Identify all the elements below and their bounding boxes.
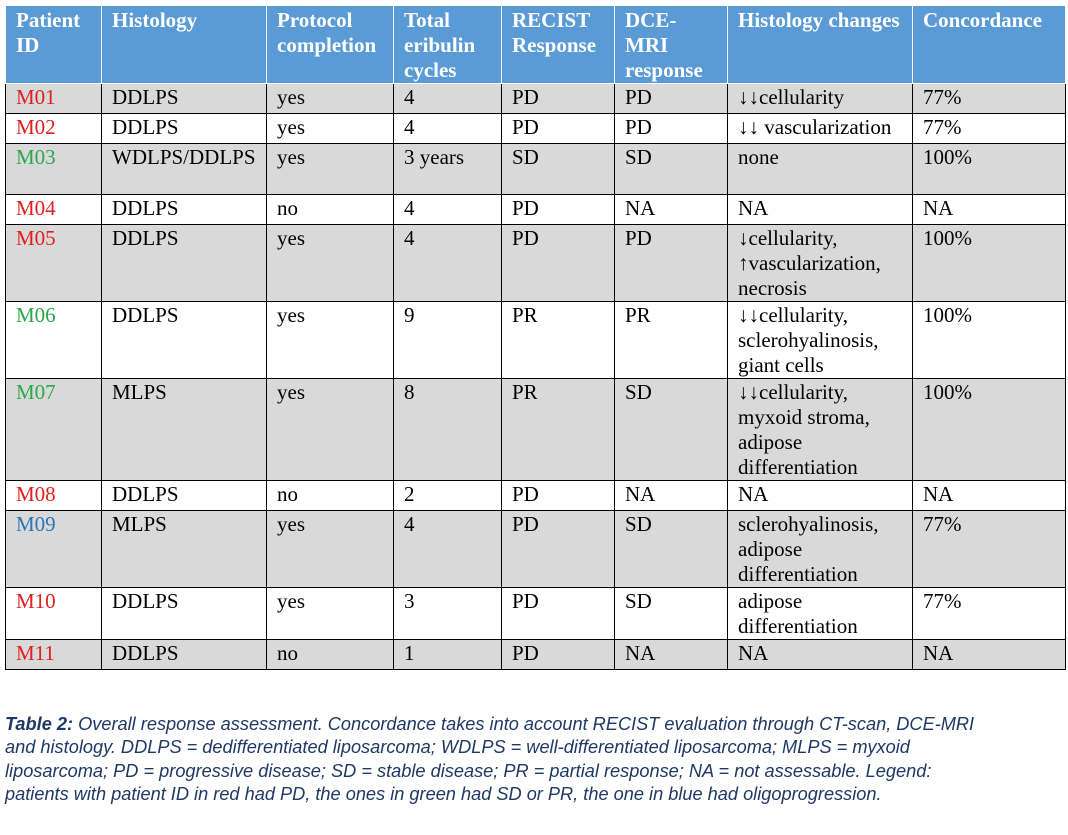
cell-cycles: 1 <box>394 640 502 670</box>
table-row <box>6 195 1066 225</box>
cell-recist: PR <box>502 302 615 379</box>
cell-id: M04 <box>6 195 102 225</box>
cell-id: M08 <box>6 481 102 511</box>
caption-text: Overall response assessment. Concordance takes into account RECIST evaluation through CT-scan, DCE-MRI and histology. DDLPS = dedifferentiated liposarcoma; WDLPS = well-differentiated liposarcoma; MLPS = myxoid liposarcoma; PD = progressive disease; SD = stable disease; PR = partial response; NA = not assessable. Legend: patients with patient ID in red had PD, the ones in green had SD or PR, the one in blue had oligoprogression. <box>5 714 975 804</box>
cell-recist: PD <box>502 225 615 302</box>
cell-cycles: 8 <box>394 379 502 481</box>
cell-concordance: 100% <box>913 144 1066 195</box>
cell-concordance: 100% <box>913 225 1066 302</box>
table-row <box>6 588 1066 640</box>
cell-changes: sclerohyalinosis, adipose differentiation <box>728 511 913 588</box>
cell-changes: adipose differentiation <box>728 588 913 640</box>
cell-histology: DDLPS <box>102 588 267 640</box>
cell-id: M01 <box>6 84 102 114</box>
cell-changes: ↓↓cellularity, sclerohyalinosis, giant cells <box>728 302 913 379</box>
cell-recist: PD <box>502 114 615 144</box>
cell-dce: SD <box>615 588 728 640</box>
cell-dce: NA <box>615 481 728 511</box>
cell-dce: NA <box>615 195 728 225</box>
cell-dce: SD <box>615 379 728 481</box>
cell-changes: ↓↓cellularity, myxoid stroma, adipose differentiation <box>728 379 913 481</box>
cell-concordance: NA <box>913 195 1066 225</box>
cell-recist: PD <box>502 588 615 640</box>
header-histology-changes: Histology changes <box>728 6 913 84</box>
cell-cycles: 3 years <box>394 144 502 195</box>
cell-concordance: 77% <box>913 511 1066 588</box>
cell-id: M05 <box>6 225 102 302</box>
cell-completion: yes <box>267 144 394 195</box>
table-row <box>6 225 1066 302</box>
header-concordance: Concordance <box>913 6 1066 84</box>
table-row <box>6 481 1066 511</box>
table-row <box>6 302 1066 379</box>
cell-concordance: NA <box>913 640 1066 670</box>
cell-concordance: 100% <box>913 379 1066 481</box>
cell-dce: NA <box>615 640 728 670</box>
cell-changes: NA <box>728 195 913 225</box>
cell-cycles: 4 <box>394 225 502 302</box>
cell-dce: PR <box>615 302 728 379</box>
cell-histology: DDLPS <box>102 302 267 379</box>
cell-cycles: 4 <box>394 511 502 588</box>
caption-label: Table 2: <box>5 714 74 734</box>
table-row <box>6 114 1066 144</box>
response-table <box>5 5 1066 670</box>
cell-recist: PD <box>502 195 615 225</box>
cell-id: M09 <box>6 511 102 588</box>
cell-id: M10 <box>6 588 102 640</box>
cell-recist: PD <box>502 84 615 114</box>
table-row <box>6 379 1066 481</box>
cell-changes: ↓cellularity, ↑vascularization, necrosis <box>728 225 913 302</box>
cell-cycles: 2 <box>394 481 502 511</box>
cell-completion: yes <box>267 225 394 302</box>
cell-dce: PD <box>615 114 728 144</box>
cell-id: M06 <box>6 302 102 379</box>
cell-concordance: NA <box>913 481 1066 511</box>
cell-changes: none <box>728 144 913 195</box>
cell-completion: no <box>267 195 394 225</box>
cell-dce: PD <box>615 225 728 302</box>
cell-histology: DDLPS <box>102 195 267 225</box>
cell-completion: yes <box>267 588 394 640</box>
cell-recist: PR <box>502 379 615 481</box>
cell-cycles: 4 <box>394 195 502 225</box>
cell-concordance: 77% <box>913 114 1066 144</box>
cell-histology: WDLPS/DDLPS <box>102 144 267 195</box>
cell-id: M02 <box>6 114 102 144</box>
cell-cycles: 4 <box>394 84 502 114</box>
cell-dce: PD <box>615 84 728 114</box>
cell-cycles: 9 <box>394 302 502 379</box>
cell-completion: yes <box>267 511 394 588</box>
cell-histology: DDLPS <box>102 114 267 144</box>
cell-completion: no <box>267 640 394 670</box>
cell-concordance: 77% <box>913 588 1066 640</box>
header-histology: Histology <box>102 6 267 84</box>
cell-cycles: 4 <box>394 114 502 144</box>
table-row <box>6 144 1066 195</box>
cell-changes: NA <box>728 481 913 511</box>
cell-histology: DDLPS <box>102 225 267 302</box>
cell-recist: PD <box>502 640 615 670</box>
cell-completion: yes <box>267 84 394 114</box>
cell-dce: SD <box>615 511 728 588</box>
table-caption <box>5 713 985 806</box>
cell-dce: SD <box>615 144 728 195</box>
cell-completion: yes <box>267 302 394 379</box>
cell-cycles: 3 <box>394 588 502 640</box>
header-patient-id: Patient ID <box>6 6 102 84</box>
cell-histology: MLPS <box>102 379 267 481</box>
cell-id: M07 <box>6 379 102 481</box>
header-total-cycles: Total eribulin cycles <box>394 6 502 84</box>
header-protocol-completion: Protocol completion <box>267 6 394 84</box>
header-row <box>6 6 1066 84</box>
cell-completion: yes <box>267 114 394 144</box>
cell-histology: DDLPS <box>102 640 267 670</box>
cell-id: M11 <box>6 640 102 670</box>
cell-changes: ↓↓cellularity <box>728 84 913 114</box>
cell-histology: MLPS <box>102 511 267 588</box>
cell-completion: no <box>267 481 394 511</box>
cell-id: M03 <box>6 144 102 195</box>
cell-changes: NA <box>728 640 913 670</box>
table-row <box>6 511 1066 588</box>
cell-completion: yes <box>267 379 394 481</box>
cell-concordance: 77% <box>913 84 1066 114</box>
header-dce-mri-response: DCE-MRI response <box>615 6 728 84</box>
table-row <box>6 84 1066 114</box>
cell-recist: PD <box>502 481 615 511</box>
header-recist-response: RECIST Response <box>502 6 615 84</box>
cell-recist: SD <box>502 144 615 195</box>
cell-recist: PD <box>502 511 615 588</box>
cell-histology: DDLPS <box>102 84 267 114</box>
table-row <box>6 640 1066 670</box>
cell-concordance: 100% <box>913 302 1066 379</box>
table-body <box>6 84 1066 670</box>
cell-histology: DDLPS <box>102 481 267 511</box>
cell-changes: ↓↓ vascularization <box>728 114 913 144</box>
